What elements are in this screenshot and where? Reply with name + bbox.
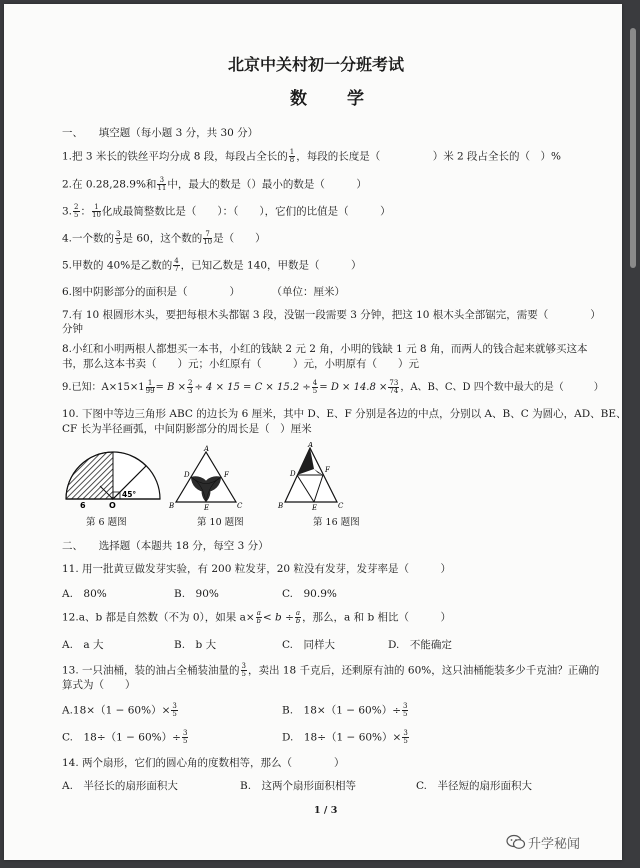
question-12: 12.a、b 都是自然数（不为 0），如果 a× $\frac{a}{b}$ < b ÷ $\frac{a}{b}$ ，那么，a 和 b 相比（ ） — [62, 609, 452, 625]
question-3: 3. $\frac{2}{5}$ ： $\frac{1}{10}$ 化成最简整数比是（ ）：（ ），它们的比值是（ ） — [62, 203, 391, 219]
question-10-line-2: CF 长为半径画弧，中间阴影部分的周长是（ ）厘米 — [62, 423, 312, 435]
question-8-line-1: 8.小红和小明两根人都想买一本书，小红的钱缺 2 元 2 角，小明的钱缺 1 元 8 角，而两人的钱合起来就够买这本 — [62, 343, 588, 355]
question-9: 9.已知：A×15×1 $\frac{1}{99}$ = B × $\frac{2}{3}$ ÷ 4 × 15 = C × 15.2 ÷ $\frac{4}{5}$ = D × 14.8 × $\frac{73}{74}$ ，A、B、C、D 四个数中最大的是（ ） — [62, 379, 604, 395]
svg-text:B: B — [278, 502, 284, 510]
question-5: 5.甲数的 40%是乙数的 $\frac{4}{7}$ ，已知乙数是 140，甲数是（ ） — [62, 257, 362, 273]
question-13-option-d: D. 18÷（1 − 60%）× $\frac{3}{5}$ — [282, 729, 408, 745]
question-13-option-b: B. 18×（1 − 60%）÷ $\frac{3}{5}$ — [282, 702, 408, 718]
question-14-option-b: B. 这两个扇形面积相等 — [240, 780, 357, 792]
question-7-line-1: 7.有 10 根圆形木头，要把每根木头都锯 3 段，没锯一段需要 3 分钟，把这 10 根木头全部锯完，需要（ ） — [62, 309, 601, 321]
fraction: $\frac{1}{10}$ — [92, 203, 101, 219]
svg-text:E: E — [312, 504, 318, 510]
question-11: 11. 用一批黄豆做发芽实验，有 200 粒发芽，20 粒没有发芽，发芽率是（ ） — [62, 563, 451, 575]
fraction: $\frac{3}{5}$ — [116, 230, 121, 246]
svg-text:C: C — [338, 502, 344, 510]
question-13-option-a: A.18×（1 − 60%）× $\frac{3}{5}$ — [62, 702, 177, 718]
question-12-option-c: C. 同样大 — [282, 639, 335, 651]
wechat-icon — [506, 834, 526, 850]
svg-text:F: F — [224, 471, 229, 479]
fraction: $\frac{1}{99}$ — [145, 379, 155, 395]
label-6: 6 — [80, 501, 86, 510]
question-13-option-c: C. 18÷（1 − 60%）÷ $\frac{3}{5}$ — [62, 729, 188, 745]
fraction: $\frac{73}{74}$ — [389, 379, 399, 395]
question-8-line-2: 书，那么这本书卖（ ）元；小红原有（ ）元，小明原有（ ）元 — [62, 358, 419, 370]
label-o: O — [109, 501, 116, 510]
figure-10-caption: 第 10 题图 — [197, 517, 244, 528]
watermark-text: 升学秘闻 — [528, 837, 581, 852]
fraction: $\frac{3}{5}$ — [172, 702, 177, 718]
question-13-line-2: 算式为（ ） — [62, 679, 136, 691]
fraction: $\frac{2}{3}$ — [188, 379, 193, 395]
svg-text:E: E — [204, 504, 210, 510]
svg-text:D: D — [290, 470, 296, 478]
svg-text:A: A — [204, 445, 210, 453]
question-13-line-1: 13. 一只油桶，装的油占全桶装油量的 $\frac{3}{5}$ ，卖出 18 千克后，还剩原有油的 60%，这只油桶能装多少千克油？正确的 — [62, 662, 600, 678]
question-2: 2.在 0.28,28.9%和 $\frac{3}{11}$ 中，最大的数是（）最小的数是（ ） — [62, 176, 367, 192]
question-4: 4.一个数的 $\frac{3}{5}$ 是 60，这个数的 $\frac{7}{10}$ 是（ ） — [62, 230, 266, 246]
figure-10-diagram — [168, 444, 248, 510]
question-14: 14. 两个扇形，它们的圆心角的度数相等，那么（ ） — [62, 757, 345, 769]
figure-16-diagram — [277, 442, 347, 510]
fraction: $\frac{a}{b}$ — [295, 609, 301, 625]
figure-6-diagram — [58, 444, 168, 510]
fraction: $\frac{1}{8}$ — [289, 148, 295, 164]
svg-text:A: A — [308, 442, 314, 449]
section-2-heading: 二、 选择题（本题共 18 分，每空 3 分） — [62, 540, 269, 552]
exam-page — [4, 4, 627, 860]
scrollbar[interactable] — [630, 28, 636, 268]
question-6: 6.图中阴影部分的面积是（ ） （单位：厘米） — [62, 286, 346, 298]
fraction: $\frac{3}{11}$ — [157, 176, 167, 192]
svg-text:F: F — [325, 466, 330, 474]
figure-6-caption: 第 6 题图 — [86, 517, 127, 528]
question-1: 1.把 3 米长的铁丝平均分成 8 段，每段占全长的 $\frac{1}{8}$ ，每段的长度是（ ）米 2 段占全长的（ ）% — [62, 148, 562, 164]
svg-text:D: D — [184, 471, 190, 479]
svg-text:C: C — [237, 502, 243, 510]
question-11-option-b: B. 90% — [174, 588, 219, 600]
figure-16-caption: 第 16 题图 — [313, 517, 360, 528]
fraction: $\frac{7}{10}$ — [203, 230, 213, 246]
svg-text:B: B — [169, 502, 175, 510]
question-14-option-a: A. 半径长的扇形面积大 — [62, 780, 178, 792]
question-11-option-c: C. 90.9% — [282, 588, 337, 600]
fraction: $\frac{4}{5}$ — [312, 379, 318, 395]
section-1-heading: 一、 填空题（每小题 3 分，共 30 分） — [62, 127, 259, 139]
question-12-option-b: B. b 大 — [174, 639, 217, 651]
fraction: $\frac{3}{5}$ — [403, 702, 408, 718]
question-10-line-1: 10. 下图中等边三角形 ABC 的边长为 6 厘米，其中 D、E、F 分别是各边的中点，分别以 A、B、C 为圆心，AD、BE、 — [62, 408, 627, 420]
question-7-line-2: 分钟 — [62, 323, 83, 335]
fraction: $\frac{4}{7}$ — [174, 257, 179, 273]
question-12-option-a: A. a 大 — [62, 639, 104, 651]
page-number: 1 / 3 — [314, 805, 338, 816]
question-14-option-c: C. 半径短的扇形面积大 — [416, 780, 532, 792]
fraction: $\frac{2}{5}$ — [74, 203, 79, 219]
fraction: $\frac{a}{b}$ — [256, 609, 262, 625]
fraction: $\frac{3}{5}$ — [403, 729, 408, 745]
fraction: $\frac{3}{5}$ — [182, 729, 188, 745]
exam-title: 北京中关村初一分班考试 — [228, 55, 405, 74]
fraction: $\frac{3}{5}$ — [241, 662, 247, 678]
question-11-option-a: A. 80% — [62, 588, 107, 600]
label-45-degree: 45° — [122, 490, 137, 499]
question-12-option-d: D. 不能确定 — [388, 639, 452, 651]
exam-subject: 数 学 — [290, 89, 366, 109]
